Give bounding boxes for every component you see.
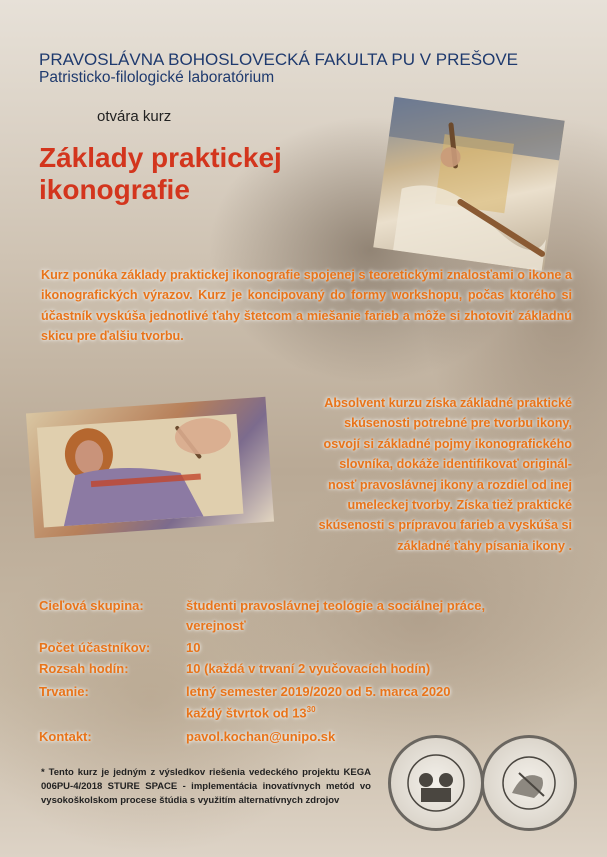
hours-value: 10 (každá v trvaní 2 vyučovacích hodín) <box>186 661 431 676</box>
laboratory-seal-emblem-icon <box>484 738 574 828</box>
outcome-line: skúsenosti potrebné pre tvorbu ikony, <box>344 416 572 431</box>
graduate-outcomes <box>319 393 572 556</box>
intro-text: otvára kurz <box>97 108 172 125</box>
weekday-time <box>186 705 316 720</box>
course-title-line-2: ikonografie <box>39 174 190 205</box>
laboratory-name: Patristicko-filologické laboratórium <box>39 69 275 86</box>
weekday-time-text: každý štvrtok od 13 <box>186 705 307 721</box>
participants-value: 10 <box>186 640 201 655</box>
outcome-line: nosť pravoslávnej ikony a rozdiel od inej <box>328 477 572 492</box>
time-minutes: 30 <box>306 705 316 714</box>
contact-email[interactable]: pavol.kochan@unipo.sk <box>186 729 336 744</box>
outcome-line: základné ťahy písania ikony . <box>397 538 572 553</box>
participants-label: Počet účastníkov: <box>39 640 151 655</box>
course-description: Kurz ponúka základy praktickej ikonografie spojenej s teoretickými znalosťami o ikone a ikonografických výrazov. Kurz je koncipovaný do formy workshopu, počas ktorého si účastník vyskúša jednotlivé ťahy štetcom a miešanie farieb a môže si zhotoviť základnú skicu pre ďalšiu tvorbu. <box>41 268 572 344</box>
outcome-line: Absolvent kurzu získa základné praktické <box>324 396 572 410</box>
brush-on-icon-photo <box>373 97 564 271</box>
painted-icon-photo <box>26 397 274 538</box>
duration-value: letný semester 2019/2020 od 5. marca 2020 <box>186 684 451 699</box>
laboratory-seal <box>481 735 577 831</box>
target-group-label: Cieľová skupina: <box>39 598 144 613</box>
course-title-line-1: Základy praktickej <box>39 142 282 173</box>
duration-label: Trvanie: <box>39 684 89 699</box>
outcome-line: umeleckej tvorby. Získa tiež praktické <box>347 498 572 513</box>
faculty-name: PRAVOSLÁVNA BOHOSLOVECKÁ FAKULTA PU V PREŠOVE <box>39 50 518 69</box>
target-group-value: študenti pravoslávnej teológie a sociálnej práce, <box>186 598 486 613</box>
target-group-value-cont: verejnosť <box>186 618 246 633</box>
hours-label: Rozsah hodín: <box>39 661 129 676</box>
outcome-line: skúsenosti s prípravou farieb a vyskúša si <box>318 518 572 533</box>
outcome-line: osvojí si základné pojmy ikonografického <box>323 436 572 451</box>
project-footnote: * Tento kurz je jedným z výsledkov riešenia vedeckého projektu KEGA 006PU-4/2018 STURE SPACE - implementácia inovatívnych metód vo vysokoškolskom procese štúdia s využitím alternatívnych zdrojov <box>41 767 371 806</box>
course-title <box>39 142 282 206</box>
outcome-line: slovníka, dokáže identifikovať originál- <box>339 457 572 472</box>
faculty-seal <box>388 735 484 831</box>
faculty-seal-emblem-icon <box>391 738 481 828</box>
contact-label: Kontakt: <box>39 729 92 744</box>
